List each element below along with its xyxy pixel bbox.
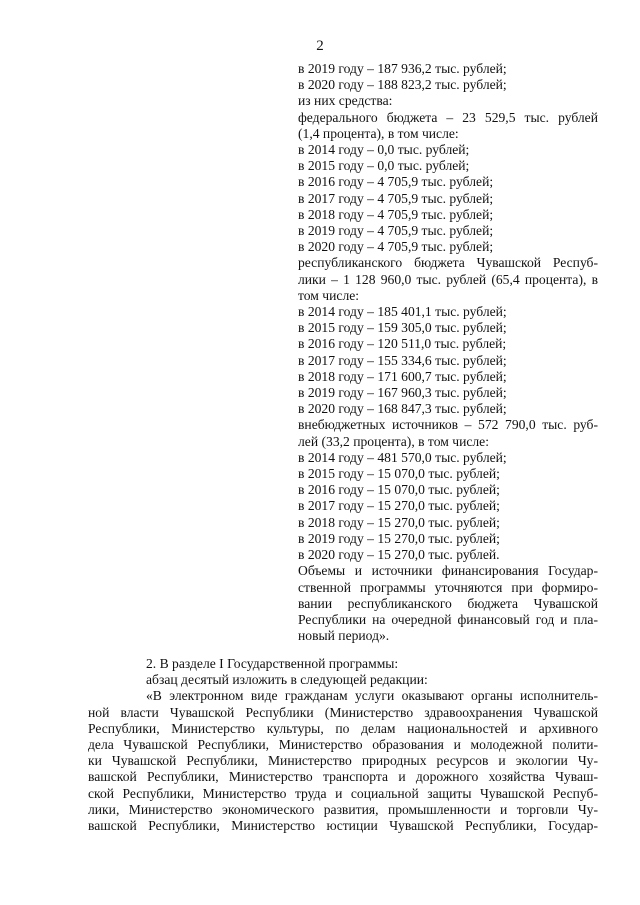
text-line: в 2018 году – 171 600,7 тыс. рублей;	[298, 368, 507, 384]
text-line: ской Республики, Министерство труда и социальной защиты Чувашской Респуб-	[88, 785, 598, 801]
text-line: лей (33,2 процента), в том числе:	[298, 433, 489, 449]
text-line: Объемы и источники финансирования Государ-	[298, 563, 598, 579]
text-line: вании республиканского бюджета Чувашской	[298, 595, 598, 611]
amendment-text	[88, 656, 598, 834]
funding-breakdown-column	[298, 61, 598, 644]
text-line: в 2014 году – 185 401,1 тыс. рублей;	[298, 304, 507, 320]
text-line: республиканского бюджета Чувашской Респуб-	[298, 255, 598, 271]
text-line: Республики, Министерство культуры, по делам национальностей и архивного	[88, 720, 598, 736]
text-line: в 2014 году – 481 570,0 тыс. рублей;	[298, 449, 507, 465]
text-line: в 2019 году – 167 960,3 тыс. рублей;	[298, 385, 507, 401]
text-line: внебюджетных источников – 572 790,0 тыс. руб-	[298, 417, 598, 433]
text-line: в 2020 году – 4 705,9 тыс. рублей;	[298, 239, 494, 255]
page-number: 2	[316, 38, 324, 54]
text-line: в 2019 году – 187 936,2 тыс. рублей;	[298, 61, 507, 76]
text-line: дела Чувашской Республики, Министерство образования и молодежной полити-	[88, 737, 598, 753]
text-line: в 2017 году – 4 705,9 тыс. рублей;	[298, 190, 494, 206]
text-line: ной власти Чувашской Республики (Министерство здравоохранения Чувашской	[88, 704, 598, 720]
text-line: в 2020 году – 168 847,3 тыс. рублей;	[298, 401, 507, 417]
text-line: Республики на очередной финансовый год и пла-	[298, 611, 598, 627]
text-line: том числе:	[298, 287, 360, 303]
text-line: вашской Республики, Министерство транспорта и дорожного хозяйства Чуваш-	[88, 769, 598, 785]
text-line: «В электронном виде гражданам услуги оказывают органы исполнитель-	[146, 688, 598, 704]
text-line: в 2015 году – 0,0 тыс. рублей;	[298, 158, 470, 174]
text-line: из них средства:	[298, 93, 393, 109]
item-heading: 2. В разделе I Государственной программы:	[146, 656, 399, 671]
text-line: в 2014 году – 0,0 тыс. рублей;	[298, 142, 470, 158]
text-line: в 2020 году – 15 270,0 тыс. рублей.	[298, 547, 500, 563]
text-line: в 2019 году – 15 270,0 тыс. рублей;	[298, 530, 500, 546]
text-line: новый период».	[298, 628, 390, 644]
text-line: в 2016 году – 15 070,0 тыс. рублей;	[298, 482, 500, 498]
text-line: в 2019 году – 4 705,9 тыс. рублей;	[298, 223, 494, 239]
text-line: в 2016 году – 4 705,9 тыс. рублей;	[298, 174, 494, 190]
text-line: в 2015 году – 15 070,0 тыс. рублей;	[298, 466, 500, 482]
text-line: в 2016 году – 120 511,0 тыс. рублей;	[298, 336, 507, 352]
text-line: в 2020 году – 188 823,2 тыс. рублей;	[298, 77, 507, 93]
text-line: (1,4 процента), в том числе:	[298, 125, 459, 141]
text-line: вашской Республики, Министерство юстиции Чувашской Республики, Государ-	[88, 818, 598, 834]
text-line: в 2018 году – 15 270,0 тыс. рублей;	[298, 514, 500, 530]
text-line: федерального бюджета – 23 529,5 тыс. рублей	[298, 109, 598, 125]
text-line: ки Чувашской Республики, Министерство природных ресурсов и экологии Чу-	[88, 753, 598, 769]
text-line: в 2018 году – 4 705,9 тыс. рублей;	[298, 206, 494, 222]
text-line: лики – 1 128 960,0 тыс. рублей (65,4 процента), в	[298, 271, 598, 287]
text-line: в 2017 году – 155 334,6 тыс. рублей;	[298, 352, 507, 368]
text-line: в 2015 году – 159 305,0 тыс. рублей;	[298, 320, 507, 336]
instruction-line: абзац десятый изложить в следующей редакции:	[146, 672, 428, 688]
text-line: ственной программы уточняются при формиро-	[298, 579, 598, 595]
text-line: в 2017 году – 15 270,0 тыс. рублей;	[298, 498, 500, 514]
text-line: лики, Министерство экономического развития, промышленности и торговли Чу-	[88, 801, 598, 817]
